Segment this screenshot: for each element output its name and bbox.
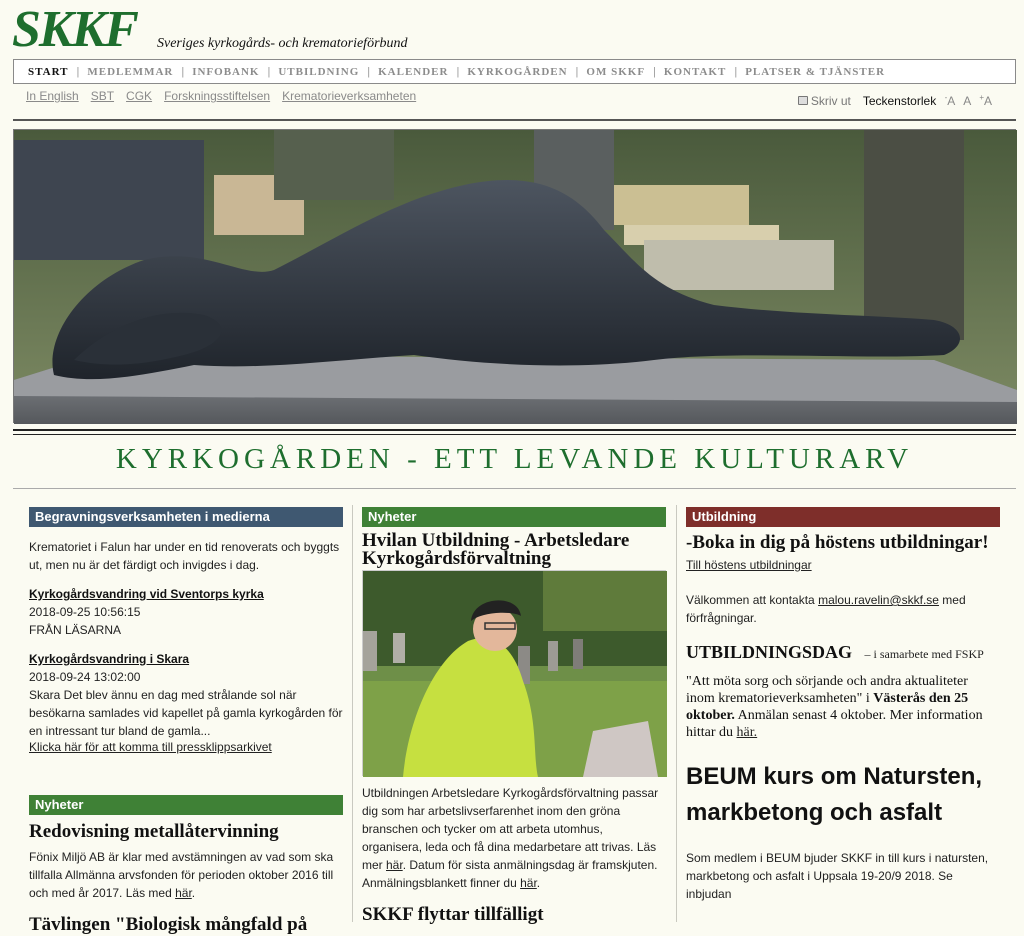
column-divider (676, 505, 677, 922)
news-column (362, 500, 666, 926)
nav-item-kontakt[interactable]: KONTAKT (663, 65, 727, 78)
nav-item-kalender[interactable]: KALENDER (378, 65, 449, 78)
nav-item-start[interactable]: START (28, 65, 69, 78)
news-body: Utbildningen Arbetsledare Kyrkogårdsförvaltning passar dig som har arbetslivserfarenhet inom den gröna branschen och tycker om att arbeta utomhus, organisera, leda och få dina medarbetare att trivas. Läs mer (362, 786, 659, 872)
subnav-sbt[interactable]: SBT (90, 89, 115, 103)
site-tagline: Sveriges kyrkogårds- och krematorieförbund (157, 36, 408, 51)
nav-item-platser[interactable]: PLATSER & TJÄNSTER (745, 65, 886, 78)
media-column (29, 500, 343, 936)
nav-separator: | (734, 65, 738, 78)
press-archive-link[interactable]: Klicka här för att komma till pressklippsarkivet (29, 740, 272, 754)
news-title[interactable]: Redovisning metallåtervinning (29, 821, 279, 842)
nav-separator: | (653, 65, 656, 78)
media-intro: Krematoriet i Falun har under en tid renoverats och byggts ut, men nu är det färdigt och invigdes i dag. (29, 540, 340, 572)
beum-text: Som medlem i BEUM bjuder SKKF in till kurs i natursten, markbetong och asfalt i Uppsala 19-20/9 2018. Se inbjudan (686, 851, 989, 901)
education-section-header: Utbildning (686, 507, 1000, 527)
subnav-in-english[interactable]: In English (26, 89, 79, 103)
media-section-header: Begravningsverksamheten i medierna (29, 507, 343, 527)
font-size-label: Teckenstorlek (862, 93, 937, 108)
news-text-end: . (191, 886, 196, 900)
nav-item-om-skkf[interactable]: OM SKKF (586, 65, 646, 78)
education-day-subtitle: – i samarbete med FSKP (864, 647, 984, 661)
education-day-title: UTBILDNINGSDAG (686, 642, 853, 662)
article-link[interactable]: Kyrkogårdsvandring i Skara (29, 652, 190, 666)
nav-separator: | (76, 65, 80, 78)
print-button[interactable] (798, 94, 851, 108)
next-news-title[interactable]: SKKF flyttar tillfälligt (362, 904, 544, 925)
article-text: FRÅN LÄSARNA (29, 623, 122, 637)
list-item (29, 650, 343, 740)
nav-item-infobank[interactable]: INFOBANK (192, 65, 260, 78)
page-tools (798, 93, 1000, 108)
nav-item-utbildning[interactable]: UTBILDNING (278, 65, 360, 78)
news-body-2: . Datum för sista anmälningsdag är framskjuten. Anmälningsblankett finner du (362, 858, 658, 890)
header-rule (13, 119, 1016, 121)
print-label: Skriv ut (810, 93, 851, 108)
page-headline: KYRKOGÅRDEN - ETT LEVANDE KULTURARV (115, 443, 914, 475)
news-title[interactable]: Hvilan Utbildning - Arbetsledare Kyrkogårdsförvaltning (362, 530, 630, 569)
courses-link[interactable]: Till höstens utbildningar (686, 558, 812, 572)
more-info-link[interactable]: här. (736, 725, 758, 740)
column-divider (352, 505, 353, 922)
font-decrease-button[interactable]: -A (944, 93, 956, 108)
headline-rule (13, 488, 1016, 489)
nav-item-kyrkogarden[interactable]: KYRKOGÅRDEN (467, 65, 568, 78)
contact-text-end: med förfrågningar. (686, 593, 966, 625)
education-day (686, 641, 1000, 665)
font-increase-button[interactable]: +A (979, 93, 992, 108)
beum-title[interactable]: BEUM kurs om Natursten, markbetong och asfalt (686, 763, 983, 826)
education-day-place: Västerås den 25 oktober. (686, 691, 969, 723)
printer-icon (798, 96, 808, 105)
education-day-info: Anmälan senast 4 oktober. Mer information hittar du (686, 708, 983, 740)
font-normal-button[interactable]: A (963, 93, 972, 108)
nav-separator: | (456, 65, 460, 78)
next-news-title[interactable]: Tävlingen "Biologisk mångfald på (29, 914, 308, 935)
list-item (29, 585, 343, 639)
nav-separator: | (575, 65, 579, 78)
hero-rule (13, 429, 1016, 431)
education-title: -Boka in dig på höstens utbildningar! (686, 532, 989, 553)
article-date: 2018-09-24 13:02:00 (29, 670, 141, 684)
main-nav (13, 59, 1016, 84)
hero-rule (13, 434, 1016, 435)
contact-email-link[interactable]: malou.ravelin@skkf.se (818, 593, 939, 607)
subnav-forskningsstiftelsen[interactable]: Forskningsstiftelsen (164, 89, 271, 103)
nav-separator: | (367, 65, 371, 78)
news-body-end: . (536, 876, 541, 890)
news-section-header: Nyheter (362, 507, 666, 527)
read-more-link[interactable]: här (175, 886, 192, 900)
sub-nav (26, 89, 416, 103)
nav-separator: | (267, 65, 271, 78)
news-section-header: Nyheter (29, 795, 343, 815)
contact-text: Välkommen att kontakta (686, 593, 819, 607)
article-link[interactable]: Kyrkogårdsvandring vid Sventorps kyrka (29, 587, 264, 601)
subnav-cgk[interactable]: CGK (126, 89, 153, 103)
education-day-quote: "Att möta sorg och sörjande och andra aktualiteter inom krematorieverksamheten" i (686, 674, 968, 706)
news-photo (362, 570, 666, 776)
nav-separator: | (181, 65, 185, 78)
news-text: Fönix Miljö AB är klar med avstämningen av vad som ska tillfalla Allmänna arvsfonden för perioden oktober 2016 till och med år 2017. Läs med (29, 850, 334, 900)
nav-item-medlemmar[interactable]: MEDLEMMAR (87, 65, 174, 78)
site-logo[interactable]: SKKF (12, 1, 137, 58)
read-more-link[interactable]: här (386, 858, 403, 872)
article-date: 2018-09-25 10:56:15 (29, 605, 141, 619)
article-text: Skara Det blev ännu en dag med strålande sol när besökarna samlades vid kapellet på gamla kyrkogården för en intressant tur bland de gamla... (29, 688, 343, 738)
application-form-link[interactable]: här (520, 876, 537, 890)
subnav-krematorieverksamheten[interactable]: Krematorieverksamheten (282, 89, 417, 103)
education-column (686, 500, 1000, 903)
hero-image (13, 129, 1016, 423)
